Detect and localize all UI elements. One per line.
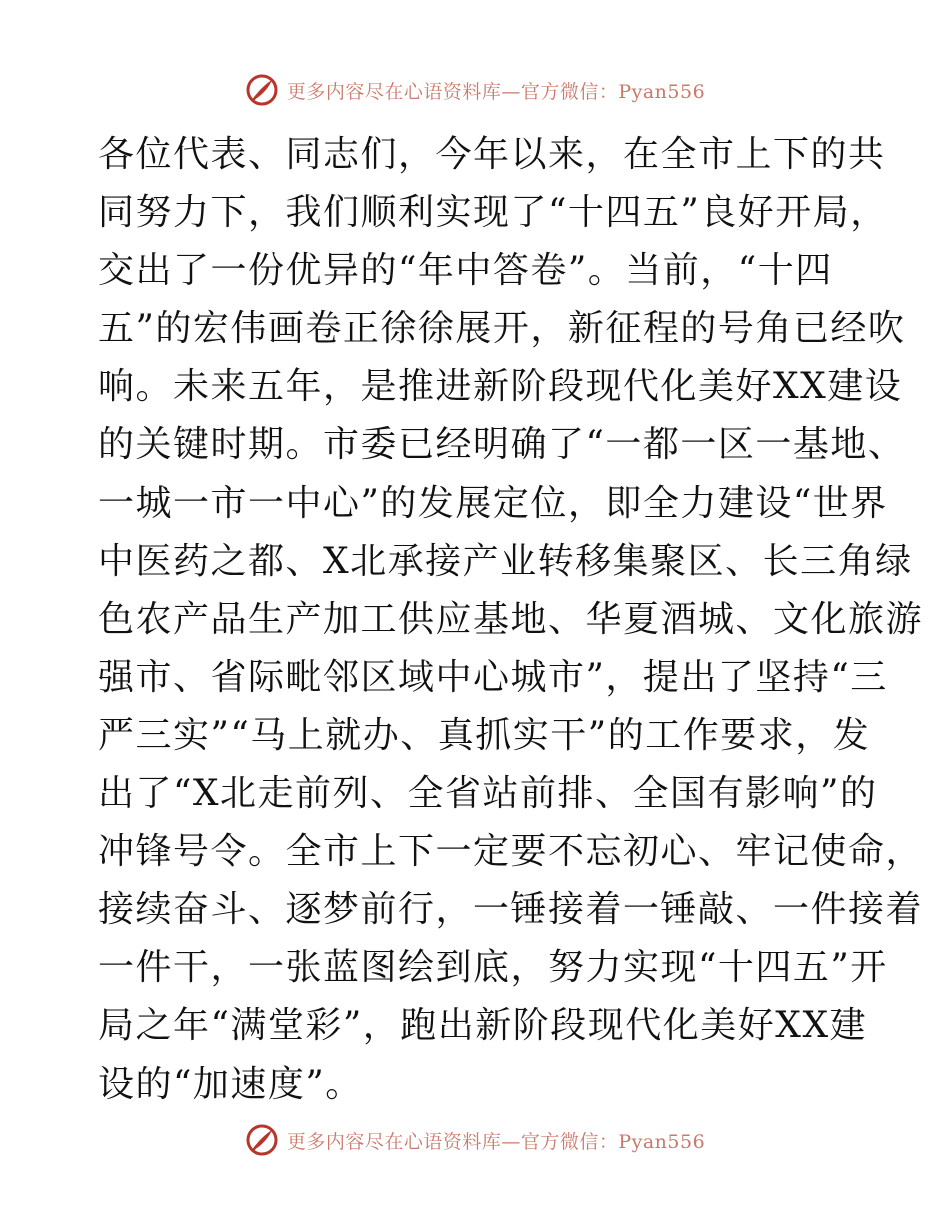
quill-seal-icon bbox=[245, 1123, 279, 1157]
body-line: 严三实”“马上就办、真抓实干”的工作要求，发 bbox=[98, 714, 871, 756]
body-line: 中医药之都、X北承接产业转移集聚区、长三角绿 bbox=[98, 540, 913, 582]
body-line: 接续奋斗、逐梦前行，一锤接着一锤敲、一件接着 bbox=[98, 889, 924, 931]
body-line: 出了“X北走前列、全省站前排、全国有影响”的 bbox=[98, 773, 878, 815]
body-line: 响。未来五年，是推进新阶段现代化美好XX建设 bbox=[98, 366, 903, 408]
body-line: 各位代表、同志们，今年以来，在全市上下的共 bbox=[98, 134, 886, 175]
footer-watermark-text: 更多内容尽在心语资料库—官方微信：Pyan556 bbox=[286, 1130, 706, 1153]
body-line: 冲锋号令。全市上下一定要不忘初心、牢记使命， bbox=[98, 831, 924, 873]
body-line: 一城一市一中心”的发展定位，即全力建设“世界 bbox=[98, 482, 888, 524]
body-line: 一件干，一张蓝图绘到底，努力实现“十四五”开 bbox=[98, 947, 888, 989]
body-line: 的关键时期。市委已经明确了“一都一区一基地、 bbox=[98, 424, 906, 466]
body-line: 色农产品生产加工供应基地、华夏酒城、文化旅游 bbox=[98, 598, 924, 640]
body-line: 设的“加速度”。 bbox=[98, 1063, 363, 1105]
body-line: 强市、省际毗邻区域中心城市”，提出了坚持“三 bbox=[98, 656, 888, 698]
header-watermark-text: 更多内容尽在心语资料库—官方微信：Pyan556 bbox=[286, 80, 706, 103]
body-line: 五”的宏伟画卷正徐徐展开，新征程的号角已经吹 bbox=[98, 308, 906, 350]
footer-watermark bbox=[0, 1120, 950, 1160]
body-line: 交出了一份优异的“年中答卷”。当前，“十四 bbox=[98, 250, 833, 292]
header-watermark bbox=[0, 70, 950, 110]
body-line: 同努力下，我们顺利实现了“十四五”良好开局， bbox=[98, 192, 888, 234]
document-body bbox=[98, 126, 924, 1106]
body-line: 局之年“满堂彩”，跑出新阶段现代化美好XX建 bbox=[98, 1005, 868, 1047]
quill-seal-icon bbox=[245, 73, 279, 107]
